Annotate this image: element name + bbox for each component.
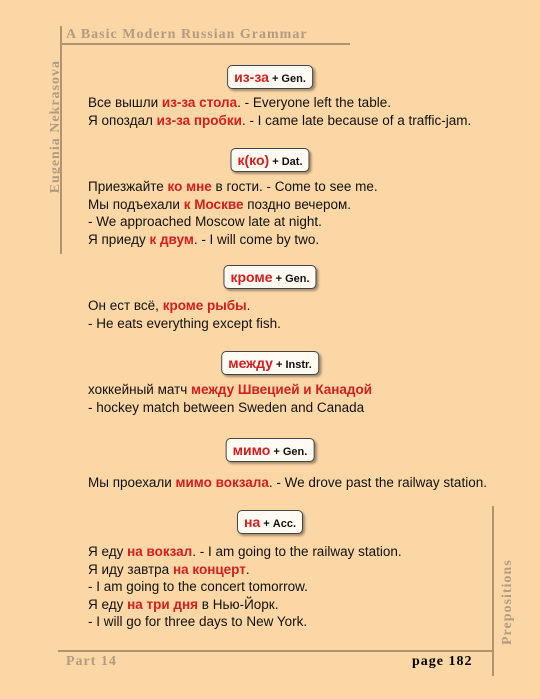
preposition: кроме [230,269,273,285]
example-line: Мы подъехали к Москве поздно вечером. [88,196,352,212]
page-number: page 182 [412,654,473,669]
preposition: из-за [234,69,269,85]
example-line: - We approached Moscow late at night. [88,214,322,229]
case-label: + Acc. [260,518,297,530]
case-label: + Gen. [272,273,310,285]
example-line: Я иду завтра на концерт. [88,561,250,577]
example-block-mimo [88,474,528,492]
preposition: к(ко) [237,152,270,168]
preposition-box-mezhdu [221,351,319,375]
example-block-mezhdu [88,381,528,416]
example-line: - He eats everything except fish. [88,315,281,331]
example-line: - I will go for three days to New York. [88,614,308,629]
frame-top-rule [60,43,350,45]
example-line: Я приеду к двум. - I will come by two. [88,231,320,247]
case-label: + Instr. [272,359,312,371]
part-label: Part 14 [66,654,117,669]
example-line: Я опоздал из-за пробки. - I came late because of a traffic-jam. [88,112,472,128]
case-label: + Dat. [269,156,303,168]
example-line: - I am going to the concert tomorrow. [88,579,308,594]
example-block-k-ko [88,178,528,248]
preposition-box-mimo [226,438,315,462]
preposition: мимо [232,442,271,458]
frame-bottom-rule [58,650,494,652]
example-line: Все вышли из-за стола. - Everyone left the table. [88,95,391,110]
preposition: между [228,355,273,371]
case-label: + Gen. [270,446,308,458]
preposition-box-na [237,510,303,534]
preposition-box-k-ko [230,148,309,172]
example-block-iz-za [88,94,528,129]
case-label: + Gen. [268,73,306,85]
book-title: A Basic Modern Russian Grammar [66,27,308,42]
author-name: Eugenia Nekrasova [48,60,63,194]
example-line: Мы проехали мимо вокзала. - We drove past the railway station. [88,475,487,490]
example-line: хоккейный матч между Швецией и Канадой [88,382,373,397]
example-line: - hockey match between Sweden and Canada [88,399,365,415]
example-line: Я еду на три дня в Нью-Йорк. [88,596,279,612]
example-line: Я еду на вокзал. - I am going to the railway station. [88,544,402,559]
section-name: Prepositions [500,559,515,645]
example-block-na [88,543,528,631]
example-line: Приезжайте ко мне в гости. - Come to see me. [88,179,378,194]
preposition: на [243,514,261,530]
example-line: Он ест всё, кроме рыбы. [88,298,251,313]
preposition-box-iz-za [227,65,313,89]
preposition-box-krome [223,265,316,289]
example-block-krome [88,297,528,332]
